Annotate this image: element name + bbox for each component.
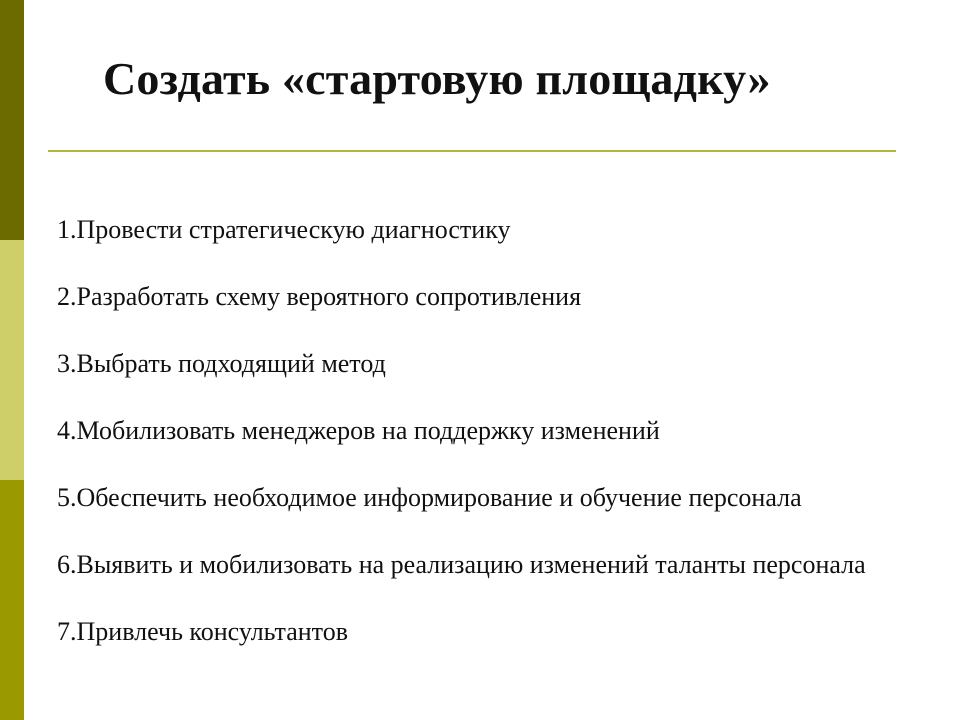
steps-list — [57, 212, 960, 681]
slide-title: Создать «стартовую площадку» — [103, 53, 771, 104]
step-item-1: 1.Провести стратегическую диагностику — [57, 215, 511, 244]
step-item-5: 5.Обеспечить необходимое информирование и обучение персонала — [57, 483, 802, 512]
step-item-4: 4.Мобилизовать менеджеров на поддержку изменений — [57, 416, 660, 445]
sidebar-segment-dark — [0, 0, 24, 240]
sidebar-segment-olive — [0, 480, 24, 720]
title-divider — [48, 150, 896, 152]
step-item-2: 2.Разработать схему вероятного сопротивления — [57, 282, 582, 311]
step-item-7: 7.Привлечь консультантов — [57, 617, 348, 646]
decorative-sidebar — [0, 0, 24, 720]
step-item-6: 6.Выявить и мобилизовать на реализацию изменений таланты персонала — [57, 550, 866, 579]
step-item-3: 3.Выбрать подходящий метод — [57, 349, 386, 378]
sidebar-segment-light — [0, 240, 24, 480]
